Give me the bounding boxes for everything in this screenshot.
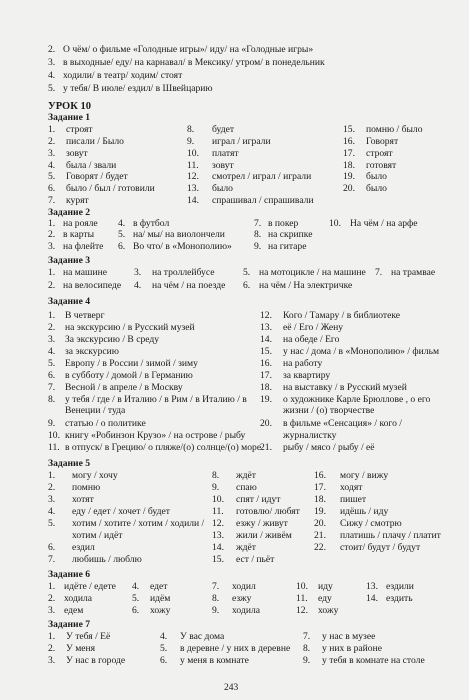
item-number: 3. (48, 655, 56, 666)
item-number: 9. (254, 241, 262, 252)
section-title-2: Задание 2 (48, 207, 91, 218)
item-number: 8. (254, 229, 262, 240)
item-number: 4. (118, 218, 126, 229)
item-number: 7. (48, 195, 56, 206)
item-number: 10. (296, 581, 308, 592)
item-text: Говорят / будет (66, 171, 128, 182)
item-text: на скрипке (268, 229, 313, 240)
item-text: за квартиру (283, 370, 331, 381)
item-number: 2. (48, 280, 56, 291)
item-text: у них в районе (322, 643, 382, 654)
item-text: стоит/ будут / будут (340, 542, 421, 553)
item-number: 8. (212, 593, 220, 604)
item-text: на обеде / Его (283, 334, 340, 345)
item-number: 17. (343, 148, 355, 159)
item-text: спрашивал / спрашивали (212, 195, 314, 206)
section-title-1: Задание 1 (48, 112, 91, 123)
item-number: 4. (48, 70, 56, 81)
item-number: 6. (160, 655, 168, 666)
item-number: 3. (48, 334, 56, 345)
item-text: было (366, 171, 387, 182)
item-number: 7. (303, 631, 311, 642)
item-text: книгу «Робинзон Крузо» / на острове / рыбу (65, 430, 246, 441)
item-number: 20. (343, 183, 355, 194)
item-number: 9. (212, 482, 220, 493)
item-number: 3. (48, 241, 56, 252)
item-text: Сижу / смотрю (340, 518, 402, 529)
item-number: 6. (243, 280, 251, 291)
item-number: 10. (48, 430, 60, 441)
item-number: 7. (375, 267, 383, 278)
item-number: 2. (48, 482, 56, 493)
item-number: 11. (296, 593, 308, 604)
item-number: 7. (48, 382, 56, 393)
item-number: 14. (212, 542, 224, 553)
item-number: 4. (48, 346, 56, 357)
item-number: 5. (48, 518, 56, 529)
item-text: спаю (236, 482, 257, 493)
item-number: 2. (48, 44, 56, 55)
item-text: В четверг (65, 310, 105, 321)
item-text: идёте / едете (64, 581, 116, 592)
item-text: на флейте (63, 241, 104, 252)
item-text: готовлю/ любят (236, 506, 300, 517)
item-number: 5. (48, 358, 56, 369)
item-number: 1. (48, 310, 56, 321)
item-number: 5. (48, 83, 56, 94)
item-text: жизни / (о) творчестве (283, 405, 375, 416)
item-text: ходила (64, 593, 93, 604)
item-text: зовут (66, 148, 88, 159)
item-number: 9. (212, 605, 220, 616)
item-text: ждёт (236, 542, 256, 553)
item-text: строят (66, 124, 93, 135)
item-text: любишь / люблю (72, 554, 142, 565)
item-text: могу / хочу (72, 470, 118, 481)
item-text: У тебя / Её (66, 631, 111, 642)
item-number: 3. (48, 494, 56, 505)
item-number: 17. (314, 482, 326, 493)
item-text: Весной / в апреле / в Москву (65, 382, 183, 393)
item-text: в покер (268, 218, 299, 229)
item-text: ездил (72, 542, 95, 553)
item-number: 21. (260, 442, 272, 453)
item-number: 12. (296, 605, 308, 616)
item-number: 14. (366, 593, 378, 604)
item-number: 15. (260, 346, 272, 357)
item-text: Венеции / туда (65, 405, 126, 416)
item-number: 17. (260, 370, 272, 381)
section-title-4: Задание 4 (48, 296, 91, 307)
item-text: платят (212, 148, 239, 159)
item-text: за экскурсию (65, 346, 119, 357)
item-number: 18. (260, 382, 272, 393)
item-number: 4. (160, 631, 168, 642)
item-number: 13. (212, 530, 224, 541)
item-text: была / звали (66, 160, 117, 171)
item-number: 2. (48, 593, 56, 604)
item-number: 21. (314, 530, 326, 541)
item-text: в карты (63, 229, 95, 240)
item-number: 19. (343, 171, 355, 182)
item-text: едет (150, 581, 168, 592)
item-text: было (212, 183, 233, 194)
item-text: хотим / идёт (72, 530, 123, 541)
item-number: 15. (212, 554, 224, 565)
item-text: её / Его / Жену (283, 322, 344, 333)
item-text: помню / было (366, 124, 423, 135)
item-number: 13. (366, 581, 378, 592)
item-text: пишет (340, 494, 367, 505)
item-number: 18. (343, 160, 355, 171)
item-number: 11. (212, 506, 224, 517)
item-number: 13. (187, 183, 199, 194)
item-number: 8. (212, 470, 220, 481)
item-text: Европу / в России / зимой / зиму (65, 358, 198, 369)
item-number: 16. (260, 358, 272, 369)
item-number: 2. (48, 136, 56, 147)
item-text: ходил (232, 581, 256, 592)
item-number: 7. (212, 581, 220, 592)
item-text: на мотоцикле / на машине (259, 267, 366, 278)
item-number: 4. (134, 280, 142, 291)
item-text: У меня (66, 643, 96, 654)
item-number: 7. (254, 218, 262, 229)
item-text: У вас дома (180, 631, 225, 642)
item-text: на выставку / в Русский музей (283, 382, 407, 393)
item-number: 1. (48, 581, 56, 592)
item-text: на экскурсию / в Русский музей (65, 322, 195, 333)
item-text: рыбу / мясо / рыбу / её (283, 442, 375, 453)
item-text: о художнике Карле Брюллове , о его (283, 394, 431, 405)
item-text: ходят (340, 482, 363, 493)
item-number: 2. (48, 643, 56, 654)
item-number: 5. (48, 171, 56, 182)
item-text: на гитаре (268, 241, 307, 252)
item-text: в деревне / у них в деревне (180, 643, 291, 654)
item-number: 6. (118, 241, 126, 252)
item-text: хожу (150, 605, 171, 616)
item-text: на машине (63, 267, 107, 278)
page-number: 243 (224, 683, 239, 693)
item-number: 8. (187, 124, 195, 135)
item-text: курят (66, 195, 89, 206)
item-number: 1. (48, 218, 56, 229)
item-number: 1. (48, 267, 56, 278)
item-number: 5. (132, 593, 140, 604)
item-number: 22. (314, 542, 326, 553)
item-number: 1. (48, 470, 56, 481)
item-text: едем (64, 605, 84, 616)
item-number: 1. (48, 124, 56, 135)
item-text: в фильме «Сенсация» / кого / (283, 418, 402, 429)
item-text: Во что/ в «Монополию» (133, 241, 232, 252)
item-number: 9. (48, 418, 56, 429)
item-text: у тебя в комнате на столе (322, 655, 425, 666)
item-number: 12. (187, 171, 199, 182)
item-text: в отпуск/ в Грецию/ о пляже/(о) солнце/(о) море (65, 442, 262, 453)
item-number: 2. (48, 322, 56, 333)
item-text: у меня в комнате (180, 655, 249, 666)
item-text: на рояле (63, 218, 98, 229)
item-number: 9. (303, 655, 311, 666)
item-text: Говорят (366, 136, 399, 147)
item-number: 19. (260, 394, 272, 405)
item-text: на работу (283, 358, 323, 369)
item-text: будет (212, 124, 235, 135)
item-text: журналистку (283, 430, 337, 441)
item-text: У нас в городе (66, 655, 126, 666)
item-number: 4. (48, 506, 56, 517)
item-text: готовят (366, 160, 397, 171)
item-text: За экскурсию / В среду (65, 334, 160, 345)
item-number: 20. (260, 418, 272, 429)
item-number: 14. (260, 334, 272, 345)
item-text: на чём / На электричке (259, 280, 353, 291)
section-title-7: Задание 7 (48, 619, 91, 630)
item-text: спят / идут (236, 494, 281, 505)
section-title-3: Задание 3 (48, 255, 91, 266)
item-text: на/ мы/ на виолончели (133, 229, 225, 240)
item-text: Кого / Тамару / в библиотеке (283, 310, 401, 321)
item-number: 15. (343, 124, 355, 135)
item-text: на велосипеде (63, 280, 122, 291)
item-number: 19. (314, 506, 326, 517)
item-number: 10. (329, 218, 341, 229)
item-text: езжу / живут (236, 518, 288, 529)
item-number: 6. (48, 542, 56, 553)
item-number: 16. (343, 136, 355, 147)
item-text: езжу (232, 593, 252, 604)
item-number: 13. (260, 322, 272, 333)
item-text: хотят (72, 494, 94, 505)
item-text: играл / играли (212, 136, 271, 147)
item-number: 11. (187, 160, 199, 171)
item-number: 6. (132, 605, 140, 616)
item-text: ездить (386, 593, 413, 604)
item-text: у тебя / где / в Италию / в Рим / в Италию / в (65, 394, 247, 405)
item-text: хожу (318, 605, 339, 616)
item-text: зовут (212, 160, 234, 171)
item-text: было (366, 183, 387, 194)
item-number: 4. (48, 160, 56, 171)
item-number: 18. (314, 494, 326, 505)
item-number: 10. (187, 148, 199, 159)
item-text: у нас в музее (322, 631, 376, 642)
item-text: строят (366, 148, 393, 159)
item-text: у нас / дома / в «Монополию» / фильм (283, 346, 440, 357)
item-number: 11. (48, 442, 60, 453)
item-text: еду (318, 593, 332, 604)
item-number: 5. (243, 267, 251, 278)
item-number: 9. (187, 136, 195, 147)
item-text: хотим / хотите / хотим / ходили / (72, 518, 205, 529)
item-number: 3. (48, 605, 56, 616)
item-number: 4. (132, 581, 140, 592)
item-number: 8. (303, 643, 311, 654)
item-text: в футбол (133, 218, 170, 229)
item-text: статью / о политике (65, 418, 146, 429)
item-text: ждёт (236, 470, 256, 481)
item-number: 16. (314, 470, 326, 481)
item-text: на трамвае (391, 267, 436, 278)
item-text: в выходные/ еду/ на карнавал/ в Мексику/ утром/ в понедельник (63, 57, 325, 68)
item-number: 6. (48, 183, 56, 194)
item-number: 3. (48, 57, 56, 68)
item-number: 7. (48, 554, 56, 565)
item-number: 8. (48, 394, 56, 405)
item-text: на чём / на поезде (152, 280, 226, 291)
item-number: 20. (314, 518, 326, 529)
item-number: 5. (118, 229, 126, 240)
item-text: ездили (386, 581, 414, 592)
item-number: 6. (48, 370, 56, 381)
item-text: идёшь / иду (340, 506, 389, 517)
item-text: О чём/ о фильме «Голодные игры»/ иду/ на «Голодные игры» (63, 44, 314, 55)
item-number: 14. (187, 195, 199, 206)
lesson-title: УРОК 10 (48, 101, 91, 112)
item-text: на троллейбусе (152, 267, 215, 278)
item-text: у тебя/ В июле/ ездил/ в Швейцарию (63, 83, 213, 94)
item-text: ест / пьёт (236, 554, 275, 565)
item-number: 3. (134, 267, 142, 278)
item-text: ходила (232, 605, 261, 616)
item-number: 3. (48, 148, 56, 159)
item-text: было / был / готовили (66, 183, 155, 194)
item-text: иду (318, 581, 333, 592)
item-text: помню (72, 482, 101, 493)
item-text: идём (150, 593, 171, 604)
item-text: писали / Было (66, 136, 124, 147)
item-number: 1. (48, 631, 56, 642)
item-text: еду / едет / хочет / будет (72, 506, 170, 517)
item-text: могу / вижу (340, 470, 389, 481)
item-text: жили / живём (236, 530, 292, 541)
item-number: 12. (212, 518, 224, 529)
item-text: платишь / плачу / платит (340, 530, 441, 541)
section-title-6: Задание 6 (48, 569, 91, 580)
section-title-5: Задание 5 (48, 458, 91, 469)
item-text: в субботу / домой / в Германию (65, 370, 193, 381)
item-number: 2. (48, 229, 56, 240)
item-text: ходили/ в театр/ ходим/ стоят (63, 70, 183, 81)
item-text: На чём / на арфе (350, 218, 418, 229)
item-number: 12. (260, 310, 272, 321)
item-number: 10. (212, 494, 224, 505)
item-number: 5. (160, 643, 168, 654)
item-text: смотрел / играл / играли (212, 171, 312, 182)
